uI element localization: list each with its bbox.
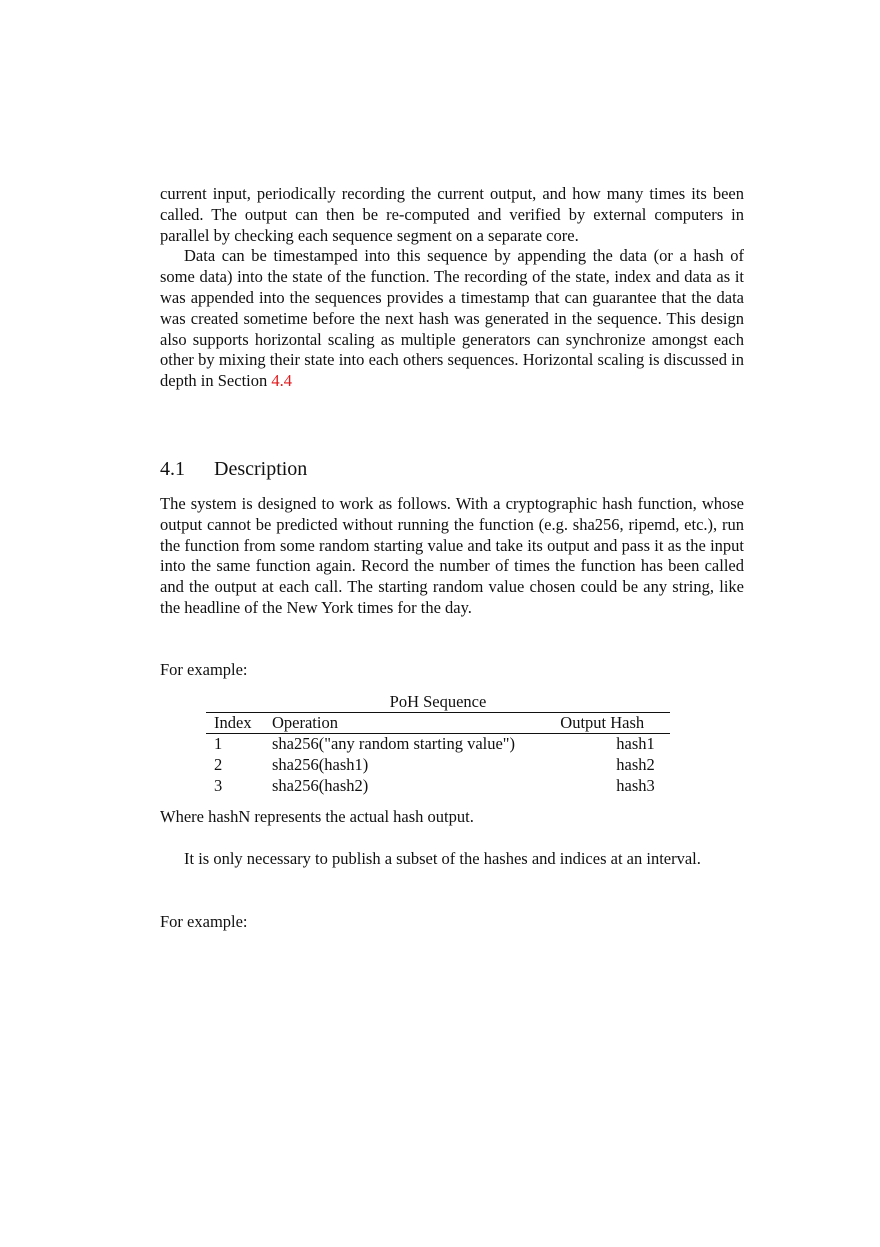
column-header-index: Index xyxy=(206,713,264,734)
cell-index: 3 xyxy=(214,775,223,795)
table-row xyxy=(206,734,670,755)
cell-index: 2 xyxy=(214,755,223,775)
for-example-label xyxy=(160,912,744,933)
table-row xyxy=(206,755,670,776)
table-header-row xyxy=(206,713,670,734)
table-caption: PoH Sequence xyxy=(389,692,487,711)
cell-operation: sha256(hash1) xyxy=(272,755,369,775)
column-header-output-hash: Output Hash xyxy=(552,713,670,734)
paragraph-publish-subset xyxy=(160,849,744,870)
section-heading xyxy=(160,458,307,481)
section-number: 4.1 xyxy=(160,458,185,480)
cell-output-hash: hash2 xyxy=(616,755,655,775)
paragraph-text: The system is designed to work as follows. With a cryptographic hash function, whose output cannot be predicted without running the function (e.g. sha256, ripemd, etc.), run the function from some random starting value and take its output and pass it as the input into the same function again. Record the number of times the function has been called and the output at each call. The starting random value chosen could be any string, like the headline of the New York times for the day. xyxy=(160,494,744,617)
where-note xyxy=(160,807,744,828)
paragraph-description xyxy=(160,494,744,619)
cell-index: 1 xyxy=(214,734,223,754)
paragraph-text: It is only necessary to publish a subset of the hashes and indices at an interval. xyxy=(184,849,701,868)
cell-operation: sha256(hash2) xyxy=(272,775,369,795)
paragraph-text: Data can be timestamped into this sequence by appending the data (or a hash of some data) into the state of the function. The recording of the state, index and data as it was appended into the sequences provides a timestamp that can guarantee that the data was created sometime before the next hash was generated in the sequence. This design also supports horizontal scaling as multiple generators can synchronize amongst each other by mixing their state into each others sequences. Horizontal scaling is discussed in depth in Section xyxy=(160,246,744,391)
poh-sequence-table xyxy=(206,712,670,796)
where-text: Where hashN represents the actual hash output. xyxy=(160,807,474,826)
table-row xyxy=(206,776,670,797)
for-example-text: For example: xyxy=(160,660,248,679)
cell-output-hash: hash1 xyxy=(616,734,655,754)
paragraph-timestamping xyxy=(160,246,744,392)
paragraph-text: current input, periodically recording the current output, and how many times its been called. The output can then be re-computed and verified by external computers in parallel by checking each sequence segment on a separate core. xyxy=(160,184,744,245)
column-header-operation: Operation xyxy=(264,713,552,734)
paragraph-continuation xyxy=(160,184,744,392)
section-reference-link[interactable]: 4.4 xyxy=(271,371,292,391)
section-title: Description xyxy=(214,458,308,480)
for-example-text: For example: xyxy=(160,912,248,931)
cell-output-hash: hash3 xyxy=(616,775,655,795)
for-example-label xyxy=(160,660,744,681)
cell-operation: sha256("any random starting value") xyxy=(272,734,516,754)
